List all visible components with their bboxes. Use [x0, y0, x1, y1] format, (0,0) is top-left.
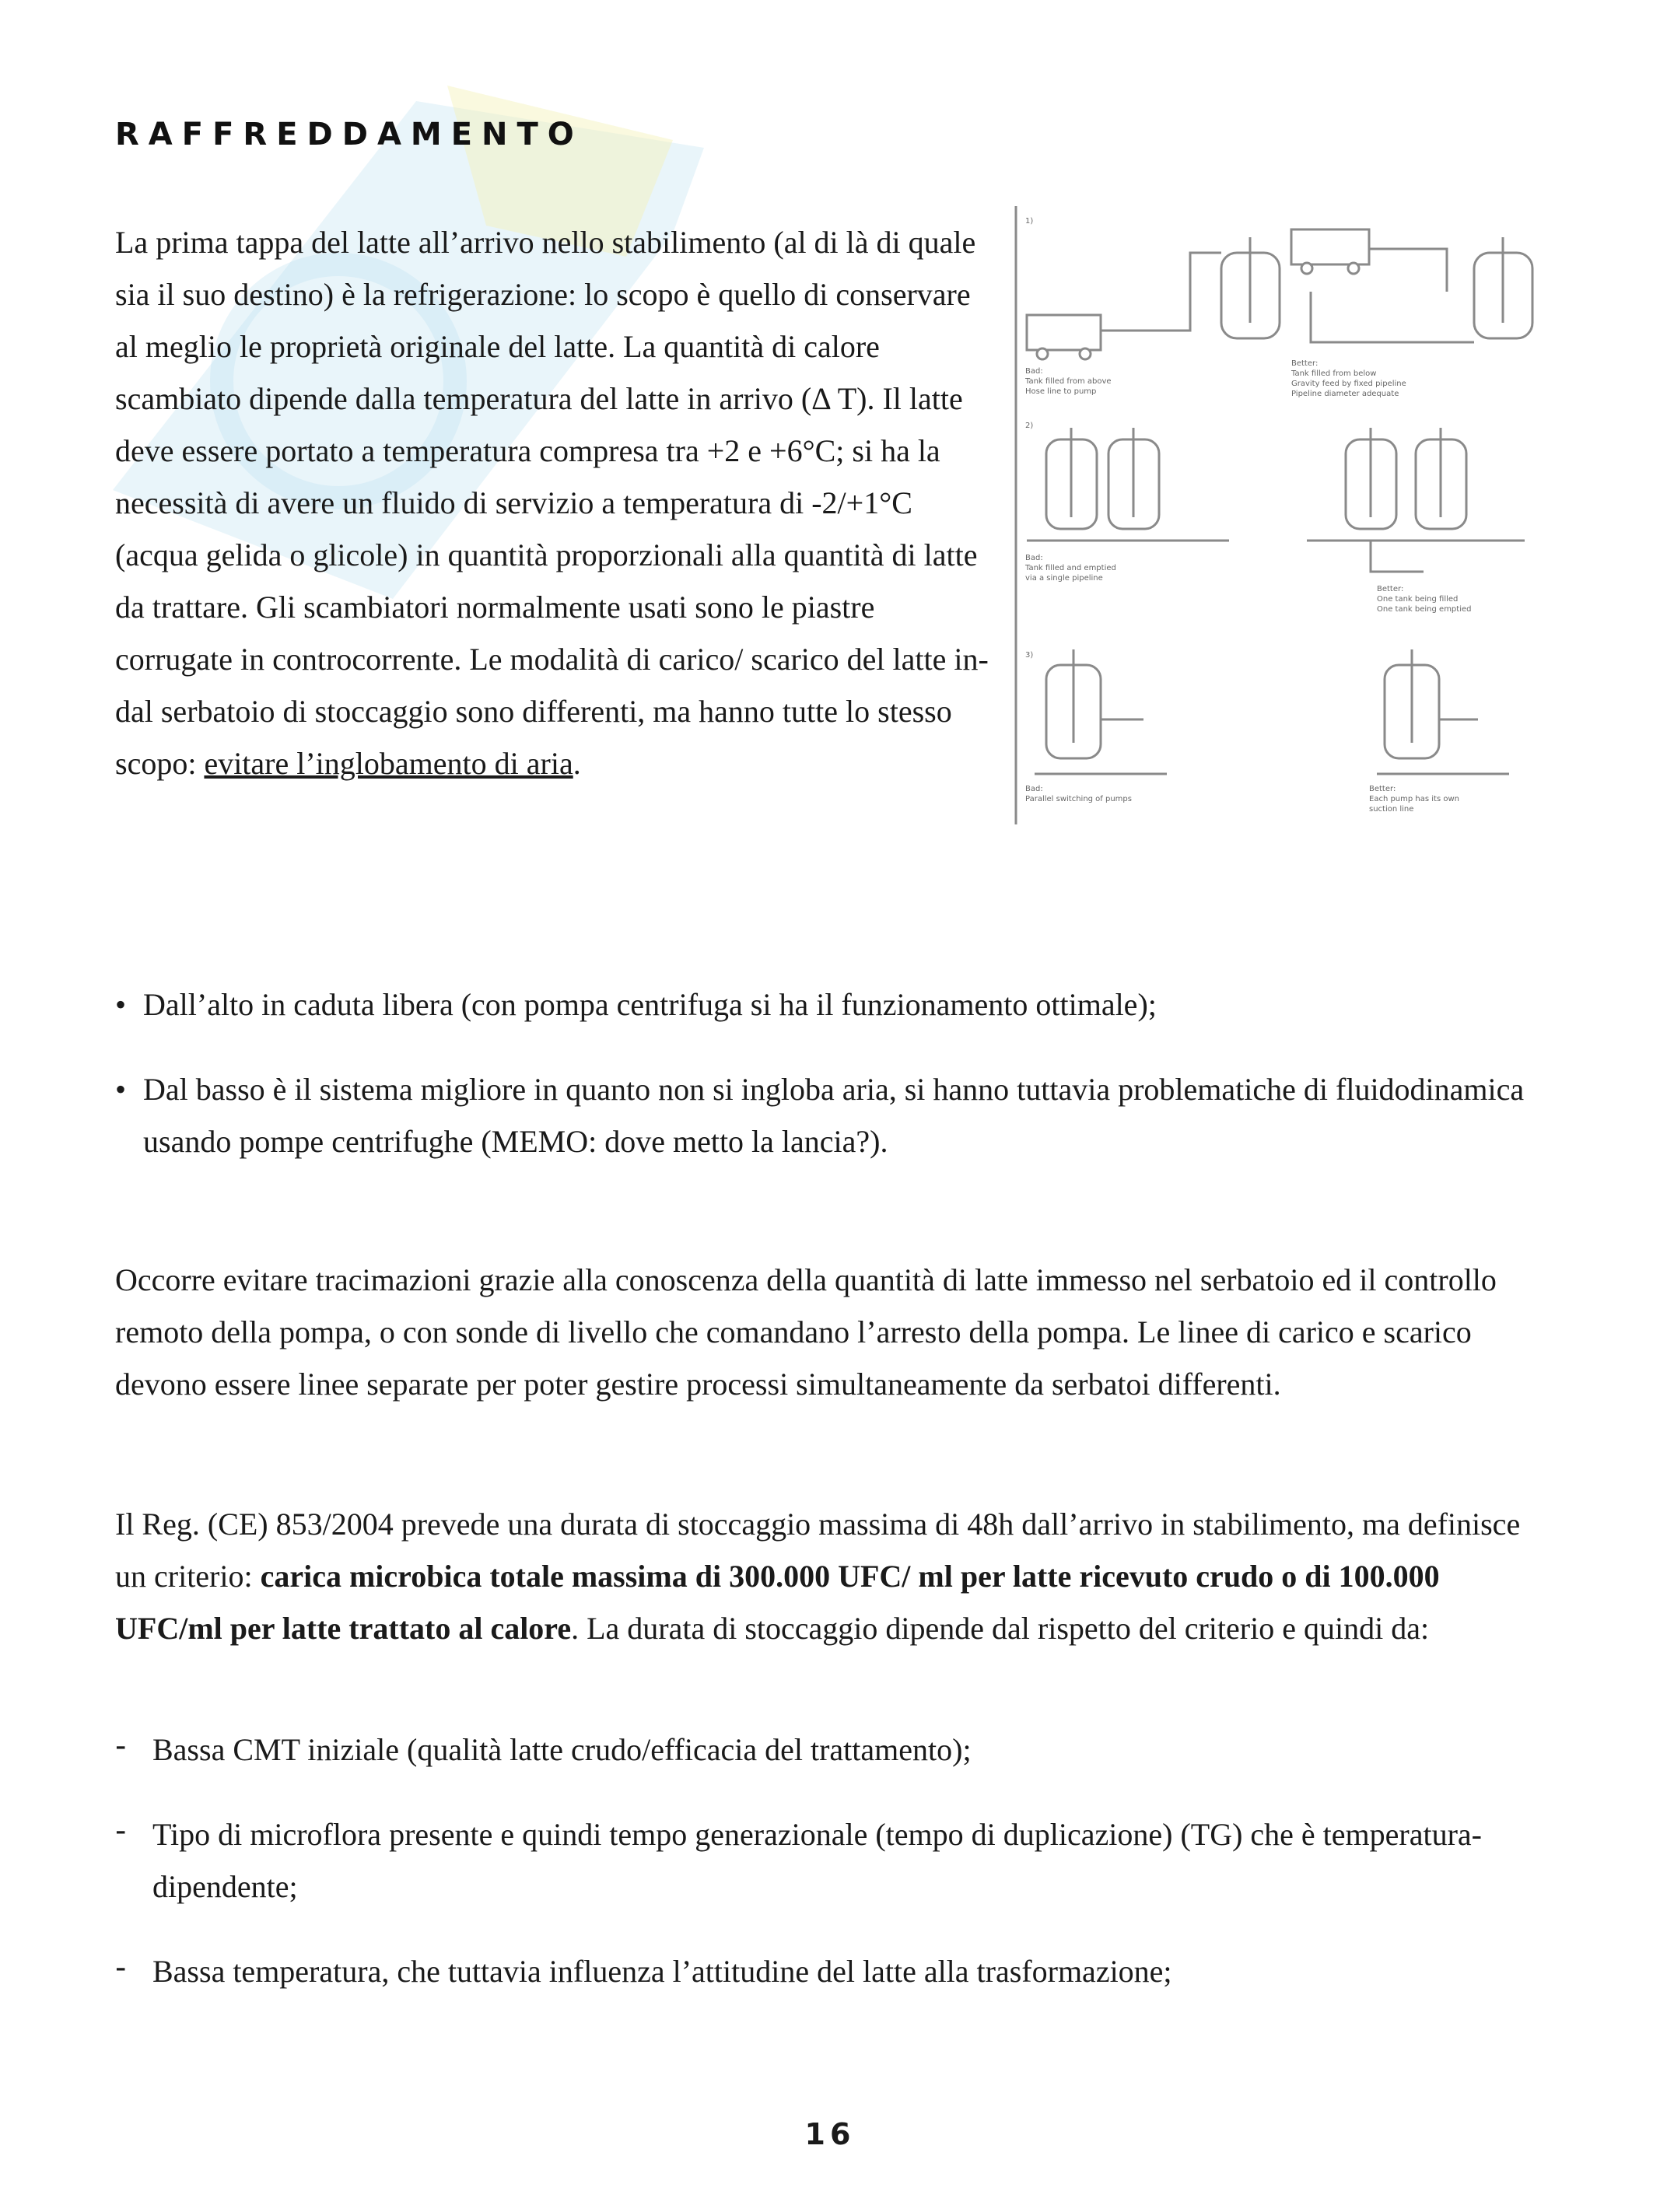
panel-2-number: 2) [1025, 422, 1034, 430]
underlined-phrase: evitare l’inglobamento di aria [204, 746, 573, 781]
panel-3-right-caption-3: suction line [1369, 805, 1414, 814]
truck-left [1027, 315, 1101, 350]
paragraph-2-text: Il Reg. (CE) 853/2004 prevede una durata di stoccaggio massima di 48h dall’arrivo in stabilimento, ma definisce un criterio: [115, 1507, 1521, 1594]
paragraph-2-end: . La durata di stoccaggio dipende dal rispetto del criterio e quindi da: [571, 1611, 1430, 1646]
paragraph-regulation [115, 1498, 1539, 1654]
truck-right [1291, 229, 1369, 264]
panel-1-right-caption-1: Better: [1291, 359, 1319, 368]
bullet-text: Dal basso è il sistema migliore in quanto non si ingloba aria, si hanno tuttavia problematiche di fluidodinamica usando pompe centrifughe (MEMO: dove metto la lancia?). [143, 1072, 1525, 1159]
bullet-mark: • [115, 987, 127, 1022]
dash-mark: - [115, 1813, 127, 1849]
dash-list [115, 1724, 1539, 1997]
tank-loading-figure [1011, 206, 1548, 828]
bullet-item [115, 978, 1539, 1031]
panel-1-left-caption-1: Bad: [1025, 367, 1043, 376]
panel-1-number: 1) [1025, 217, 1034, 226]
panel-1-right-caption-3: Gravity feed by fixed pipeline [1291, 380, 1406, 388]
bullet-list [115, 978, 1539, 1167]
dash-text: Bassa CMT iniziale (qualità latte crudo/efficacia del trattamento); [152, 1732, 972, 1767]
panel-1-right-caption-4: Pipeline diameter adequate [1291, 390, 1399, 398]
page-number: 16 [804, 2117, 856, 2151]
dash-mark: - [115, 1950, 127, 1986]
section-title: RAFFREDDAMENTO [115, 117, 583, 152]
panel-2-right-caption-3: One tank being emptied [1377, 605, 1472, 614]
dash-item [115, 1724, 1539, 1776]
panel-3-right-caption-1: Better: [1369, 785, 1396, 793]
panel-3-right-caption-2: Each pump has its own [1369, 795, 1459, 803]
paragraph-1-text: Occorre evitare tracimazioni grazie alla conoscenza della quantità di latte immesso nel serbatoio ed il controllo remoto della pompa, o con sonde di livello che comandano l’arresto della pompa. Le linee di carico e scarico devono essere linee separate per poter gestire processi simultaneamente da serbatoi differenti. [115, 1262, 1497, 1402]
bullet-mark: • [115, 1072, 127, 1107]
paragraph-2-bold: carica microbica totale massima di 300.000 UFC/ ml per latte ricevuto crudo o di 100.000 UFC/ml per latte trattato al calore [115, 1559, 1440, 1646]
panel-2-right-caption-2: One tank being filled [1377, 595, 1459, 604]
panel-2-left-caption-1: Bad: [1025, 554, 1043, 562]
panel-3-left-caption-2: Parallel switching of pumps [1025, 795, 1132, 803]
dash-text: Tipo di microflora presente e quindi tempo generazionale (tempo di duplicazione) (TG) che è temperatura-dipendente; [152, 1817, 1482, 1904]
panel-2-left-caption-3: via a single pipeline [1025, 574, 1103, 583]
intro-paragraph [115, 216, 994, 789]
bullet-text: Dall’alto in caduta libera (con pompa centrifuga si ha il funzionamento ottimale); [143, 987, 1157, 1022]
bullet-item [115, 1063, 1539, 1167]
panel-3-number: 3) [1025, 651, 1034, 660]
panel-2-left-caption-2: Tank filled and emptied [1025, 564, 1116, 572]
panel-2-right-caption-1: Better: [1377, 585, 1404, 593]
panel-1-right-caption-2: Tank filled from below [1291, 369, 1377, 378]
intro-text: La prima tappa del latte all’arrivo nello stabilimento (al di là di quale sia il suo destino) è la refrigerazione: lo scopo è quello di conservare al meglio le proprietà originale del latte. La quantità di calore scambiato dipende dalla temperatura del latte in arrivo (Δ T). Il latte deve essere portato a temperatura compresa tra +2 e +6°C; si ha la necessità di avere un fluido di servizio a temperatura di -2/+1°C (acqua gelida o glicole) in quantità proporzionali alla quantità di latte da trattare. Gli scambiatori normalmente usati sono le piastre corrugate in controcorrente. Le modalità di carico/ scarico del latte in-dal serbatoio di stoccaggio sono differenti, ma hanno tutte lo stesso scopo: [115, 225, 989, 781]
panel-1-left-caption-3: Hose line to pump [1025, 387, 1097, 396]
dash-mark: - [115, 1728, 127, 1764]
panel-1-left-caption-2: Tank filled from above [1025, 377, 1112, 386]
paragraph-tracimazioni [115, 1254, 1539, 1410]
dash-item [115, 1808, 1539, 1913]
panel-3-left-caption-1: Bad: [1025, 785, 1043, 793]
intro-end: . [573, 746, 581, 781]
dash-item [115, 1945, 1539, 1997]
tank-diagram [1011, 206, 1548, 828]
dash-text: Bassa temperatura, che tuttavia influenza l’attitudine del latte alla trasformazione; [152, 1954, 1172, 1989]
